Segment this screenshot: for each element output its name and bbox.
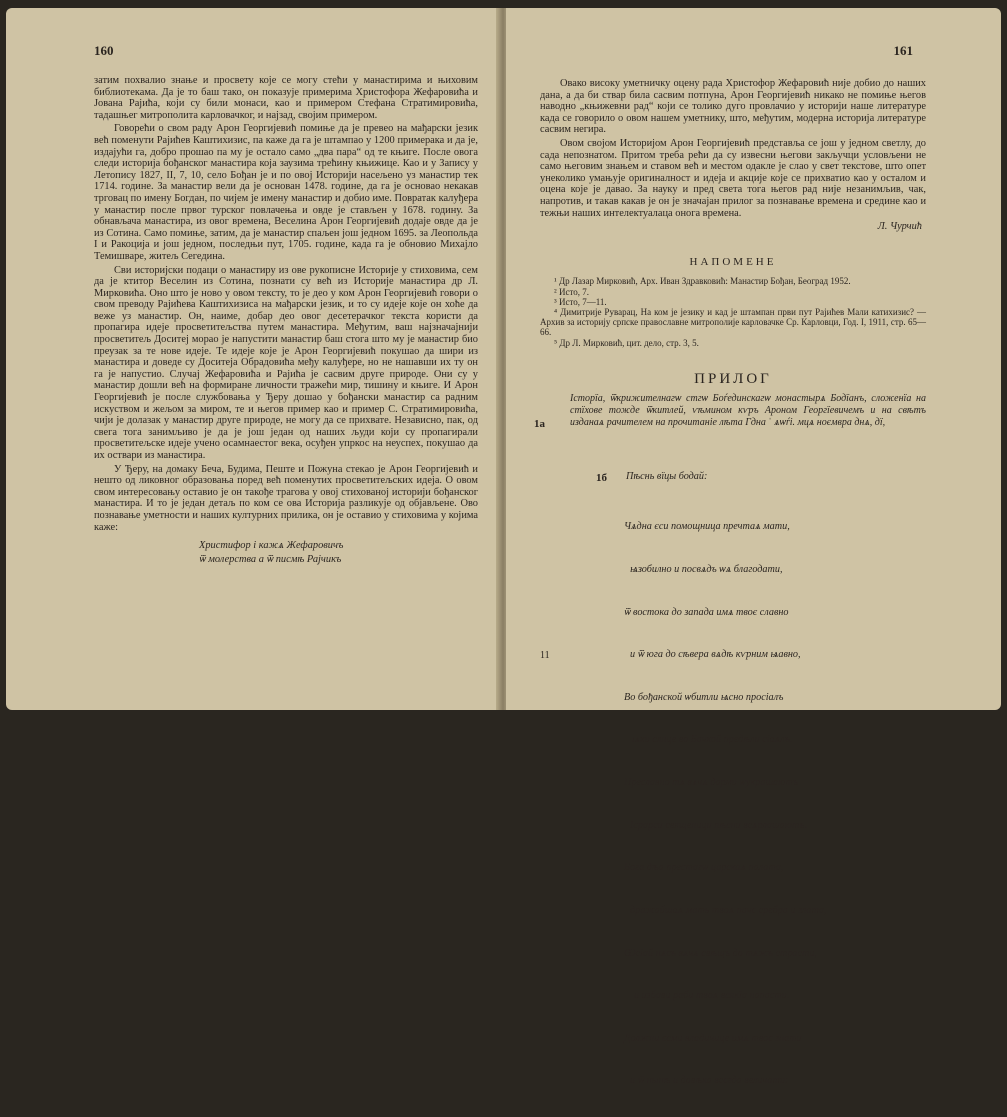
footnote: ⁴ Димитрије Руварац, На ком је језику и кад је штампан први пут Рајићев Мали катихизис? — Архив за историју српске православне митрополије карловачке Ср. Карловци, Год. I, 1911, стр. 65—66. — [540, 306, 926, 338]
poem-line: Должни єсми владичице имѧ твоє знати — [624, 1032, 802, 1044]
paragraph: У Ђеру, на домаку Беча, Будима, Пеште и Пожуна стекао је Арон Георгијевић и нешто од ликовног образовања поред већ поменутих просветитељских идеја. О овом свом интересовању оставио је он такође трагова у овој стихованој историји бођанског манастира. И то је један детаљ по ком се ова Историја разликује од објављене. Ово познавање уметности и наших културних прилика, он је оставио у стиховима у којима каже: — [94, 463, 478, 533]
right-page — [506, 8, 1001, 1087]
paragraph: Говорећи о свом раду Арон Георгијевић помиње да је превео на мађарски језик већ поменути Рајићев Каштихизис, па каже да га је штампао у 1200 примерака и да је, издајући га, добро прошао па му је остало само „два пара“ од те књиге. После овога следи историја бођанског манастира која заузима трећину књижице. Као и у Запису у Летопису 1827, II, 7, 10, село Бођан је и по овој Историји насељено уз манастир тек 1714. године. За манастир вели да је основан 1478. године, да га је основао некакав трговац по имену Богдан, по чијем је имену манастир и добио име. Повратак калуђера у манастир после првог турског повлачења и овде је стављен у 1678. годину. За обнављача манастира, из овог времена, Веселина Арон Георгијевић додаје овде да је из Сотина. Само помиње, затим, да је манастир спаљен још једном 1695. за Леопольда I и Ракоција и још једном, последњи пут, 1705. године, када га је обновио Михајло Темишваре, житељ Сегедина. — [94, 123, 478, 262]
poem-line: и ѿ нынѣ и довѣка всєгда величати: — [630, 1075, 789, 1087]
page-number: 160 — [94, 43, 114, 58]
page-number: 161 — [893, 43, 913, 58]
poem-line: и ѿ юга до сѣвера вѧдѣ кѵрним ѩавно, — [630, 649, 801, 661]
footnote: ⁵ Др Л. Мирковић, цит. дело, стр. 3, 5. — [554, 337, 699, 348]
poem-line: и избави раби твоѧ всякїа напасти. — [634, 990, 790, 1002]
poem-line: ѩки слнце во Бачкой предѣли сіаѧлъ. — [632, 734, 793, 746]
poem-line: ѩзобилно и посвѧдъ ѡѧ благодати, — [630, 564, 783, 576]
poem-line: Ѡсіай нѧсъ вѧчѧ свѣщъ до тѧжъ страсти, — [624, 947, 818, 959]
footnote: ³ Исто, 7—11. — [554, 296, 607, 307]
church-slavonic-title: Історїа, ѿкрижителнагѡ стгѡ Боѓединскагѡ монастырѧ Бодїанъ, сложенїа на стїхове тожде ѿкитлей, ѵѣмином кѵръ Ароном Георгїевичемъ и на свѣтъ изданаѧ рачителем на прочитаніе лѣта Гдна ˈ ѧѡѓі. мцѧ ноємвра днѧ, дї, — [570, 393, 926, 429]
footnote: ² Исто, 7. — [554, 286, 590, 297]
appendix-label: 1б — [596, 472, 607, 484]
paragraph: Овако високу уметничку оцену рада Христофор Жефаровић није добио до наших дана, а да би ствар била сасвим потпуна, Арон Георгијевић никако не помиње његов наводно „књижевни рад“ који се толико дуго провлачио у историји наше литературе када се говорило о овом нашем уметнику, што, међутим, модерна историја литературе сасвим негира. — [540, 78, 926, 136]
poem-line: Чѧдна єси помощница пречтаѧ мати, — [624, 521, 790, 533]
left-page — [6, 8, 500, 710]
signature-mark: 11 — [540, 650, 550, 661]
author-signature: Л. Чурчић — [877, 221, 922, 233]
verse-line: Христифор і кажѧ Жефаровичъ — [199, 540, 344, 552]
poem-line: дражайшаѧ мать твоѧ пачє сребра и злата, — [630, 904, 827, 916]
poem-line: Во бођанской ѡбитли ѩсно просіалъ — [624, 691, 784, 703]
poem-line: Ієрарси священици пѣсни всѧрлашаютъ. — [630, 819, 808, 831]
left-body-text — [94, 75, 478, 567]
appendix-label: 1а — [534, 418, 545, 430]
paragraph: Сви историјски подаци о манастиру из ове рукописне Историје у стиховима, сем да је ктитор Веселин из Сотина, познати су већ из Историје манастира др Л. Мирковића. Оно што је ново у овом тексту, то је део у ком Арон Георгијевић говори о свом преводу Рајићева Каштихизиса на мађарски језик, и то су идеје које он хоће да веже уз манастир. Он, наиме, добар део овог десетерачког текста користи да пропагира идеје просветитељства путем манастира. Међутим, ваш најзначајнији просветитељ Доситеј морао је напустити манастир баш стога што му је манастир био преузак за те нове идеје. Те идеје које је Арон Георгијевић покушао да шири из манастира и доведе су Доситеја Обрадовића међу калуђере, но не нашавши их ту он га је напустио. Случај Жефаровића и Рајића је сасвим друге природе. Они су у манастир дошли већ на формиране личности тражећи мир, тишину и књиге. И Арон Георгијевић је после службовања у Ђеру дошао у бођански манастир са радним искуством и жељом за миром, те и његов пример као и пример С. Стратимировића, чији је долазак у манастир друге природе, не могу да се прихвате. Независно, пак, од свега тога занимљиво је да је још један од наших људи који су пропагирали просветитељске идеје учено осамнаестог века, осуђен упркос на неуспех, покушао да их оствари из манастира. — [94, 264, 478, 461]
poem-line: Бога дѣа престагѡ царскаѧ палата, — [624, 862, 784, 874]
appendix-heading: ПРИЛОГ — [694, 370, 772, 387]
verse-line: ѿ молерства а ѿ писмѣ Рајчикъ — [199, 554, 342, 566]
paragraph: затим похвалио знање и просвету које се могу стећи у манастирима и њиховим библиотекама. Да је то баш тако, он показује примерима Христофора Жефаровића и Јована Рајића, који су били монаси, као и примером Стефана Стратимировића, тадашњег митрополита карловачког, и најзад, својим примером. — [94, 75, 478, 121]
poem-title: Пѣснь вїцы бодай: — [626, 471, 708, 482]
paragraph: Овом својом Историјом Арон Георгијевић представља се још у једном светлу, до сада непознатом. Притом треба рећи да су извесни његови закључци условљени не само његовим знањем и ставом већ и местом одакле је слао у свет текстове, што опет унеколико умањује оригиналност и идеја и акције које се прихватио као у осталом и оцена које је давао. За науку и пред света тога његов рад није незанимљив, чак, напротив, и такав какав је он је значајан прилог за познавање времена и средине као и тежњи наших интелектуалаца онога времена. — [540, 137, 926, 219]
footnotes — [540, 276, 926, 347]
poem-line: ѿ востока до запада имѧ твоє славно — [624, 606, 789, 618]
footnote: ¹ Др Лазар Мирковић, Арх. Иван Здравковић: Манастир Бођан, Београд 1952. — [554, 276, 851, 287]
poem-line: Преславно тѧ вѧчѧ дарми ѡукрашаютъ — [624, 777, 798, 789]
poem — [624, 492, 827, 1117]
notes-heading: НАПОМЕНЕ — [689, 255, 777, 268]
right-body-text — [540, 78, 926, 429]
